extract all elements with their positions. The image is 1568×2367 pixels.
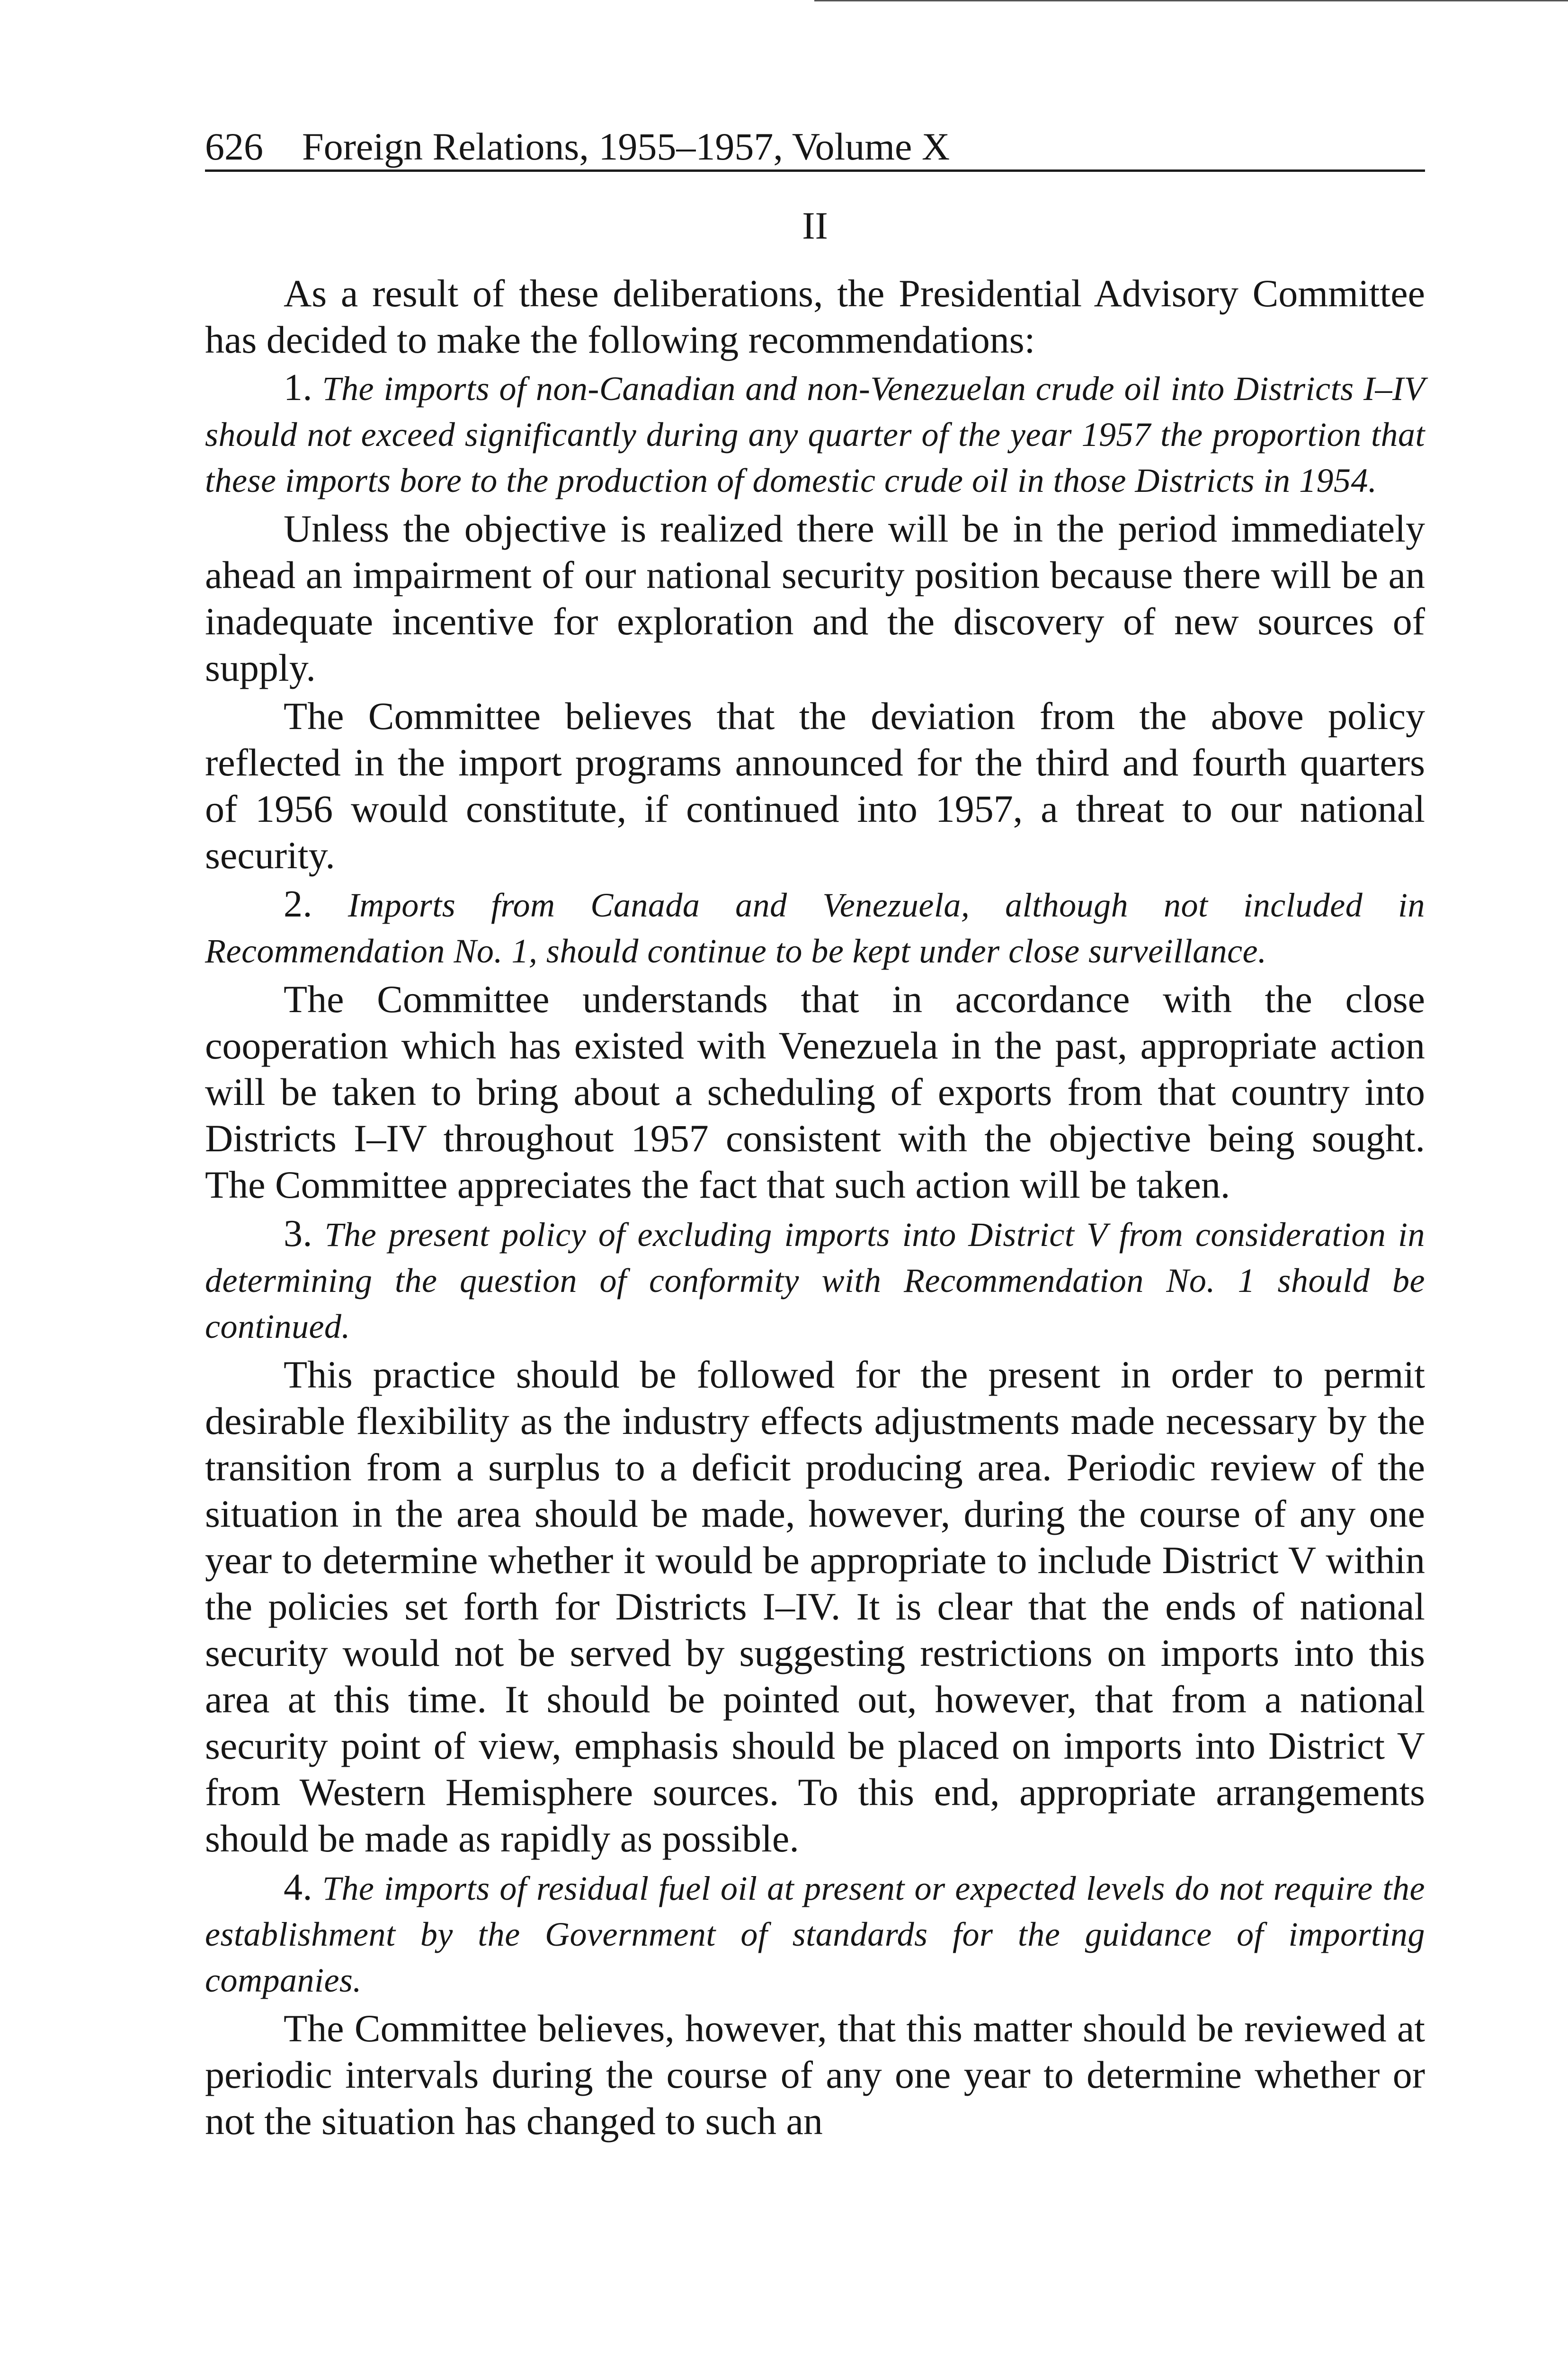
recommendation-text: The imports of residual fuel oil at present or expected levels do not require the establishment by the Government of standards for the guidance of importing companies. — [205, 1869, 1425, 1999]
recommendation-text: The imports of non-Canadian and non-Venezuelan crude oil into Districts I–IV should not exceed significantly during any quarter of the year 1957 the proportion that these imports bore to the production of domestic crude oil in those Districts in 1954. — [205, 370, 1425, 499]
recommendation-number: 2. — [284, 883, 312, 925]
recommendation-text: Imports from Canada and Venezuela, although not included in Recommendation No. 1, should continue to be kept under close surveillance. — [205, 886, 1425, 970]
recommendation-4-commentary-1: The Committee believes, however, that this matter should be reviewed at periodic intervals during the course of any one year to determine whether or not the situation has changed to such an — [205, 2007, 1425, 2143]
recommendation-number: 4. — [284, 1867, 312, 1908]
section-heading: II — [802, 204, 828, 247]
recommendation-1 — [205, 365, 1425, 504]
recommendation-1-commentary-2: The Committee believes that the deviation from the above policy reflected in the import programs announced for the third and fourth quarters of 1956 would constitute, if continued into 1957, a threat to our national security. — [205, 694, 1425, 877]
page-number: 626 — [205, 125, 263, 168]
recommendation-text: The present policy of excluding imports into District V from consideration in determining the question of conformity with Recommendation No. 1 should be continued. — [205, 1216, 1425, 1345]
recommendation-2 — [205, 881, 1425, 974]
recommendation-1-commentary-1: Unless the objective is realized there will be in the period immediately ahead an impairment of our national security position because there will be an inadequate incentive for exploration and the discovery of new sources of supply. — [205, 507, 1425, 689]
recommendation-3 — [205, 1211, 1425, 1350]
publication-title: Foreign Relations, 1955–1957, Volume X — [302, 125, 950, 168]
running-head — [205, 123, 1425, 172]
recommendation-3-commentary-1: This practice should be followed for the present in order to permit desirable flexibility as the industry effects adjustments made necessary by the transition from a surplus to a deficit producing area. Periodic review of the situation in the area should be made, however, during the course of any one year to determine whether it would be appropriate to include District V within the policies set forth for Districts I–IV. It is clear that the ends of national security would not be served by suggesting restrictions on imports into this area at this time. It should be pointed out, however, that from a national security point of view, emphasis should be placed on imports into District V from Western Hemisphere sources. To this end, appropriate arrangements should be made as rapidly as possible. — [205, 1353, 1425, 1860]
recommendation-number: 3. — [284, 1213, 312, 1255]
document-page — [205, 123, 1425, 2145]
top-edge-rule — [814, 0, 1568, 1]
recommendation-number: 1. — [284, 367, 312, 409]
recommendation-4 — [205, 1865, 1425, 2003]
intro-paragraph: As a result of these deliberations, the Presidential Advisory Committee has decided to make the following recommendations: — [205, 272, 1425, 361]
recommendation-2-commentary-1: The Committee understands that in accordance with the close cooperation which has existed with Venezuela in the past, appropriate action will be taken to bring about a scheduling of exports from that country into Districts I–IV throughout 1957 consistent with the objective being sought. The Committee appreciates the fact that such action will be taken. — [205, 978, 1425, 1206]
